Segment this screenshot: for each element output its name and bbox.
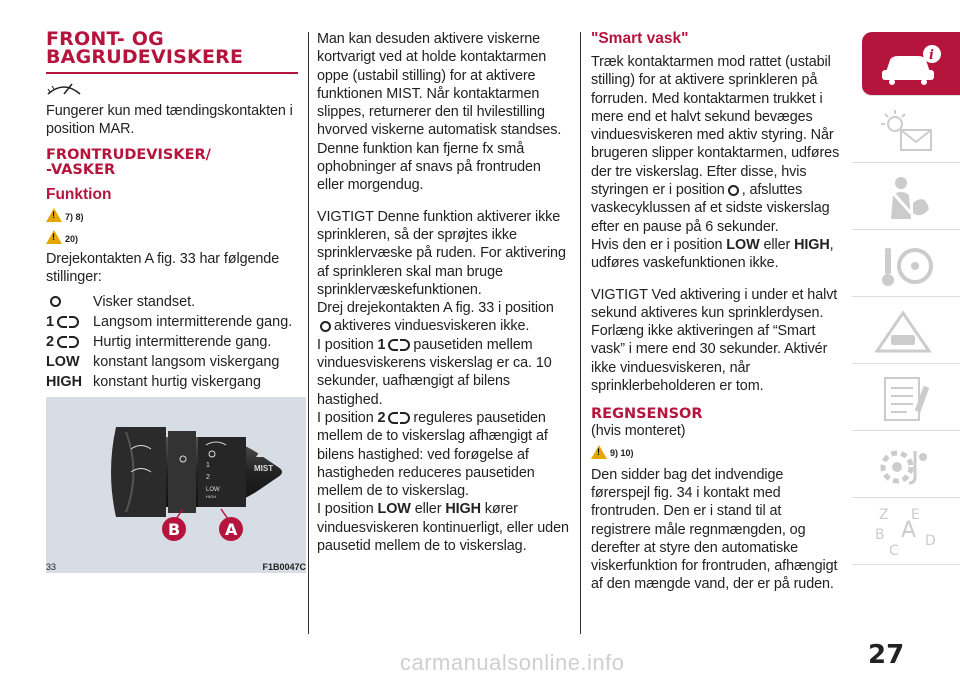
- chapter-tab-starting-driving[interactable]: [852, 233, 960, 297]
- funktion-heading: Funktion: [46, 186, 112, 204]
- warning-ref-2: ! 20): [46, 226, 298, 248]
- list-item: HIGH konstant hurtig viskergang: [46, 373, 261, 390]
- svg-text:E: E: [911, 506, 920, 523]
- svg-text:LOW: LOW: [206, 487, 220, 493]
- paragraph-position-low-high: I position LOW eller HIGH kører vinduesviskeren kontinuerligt, eller uden pausetid mellem de to viskerslag.: [317, 501, 569, 555]
- svg-text:Z: Z: [879, 506, 889, 523]
- warning-ref-1: ! 7) 8): [46, 204, 298, 226]
- svg-text:1: 1: [206, 462, 210, 469]
- watermark: carmanualsonline.info: [400, 650, 625, 675]
- chapter-sidebar: [852, 32, 960, 568]
- chapter-tab-technical-data[interactable]: [852, 434, 960, 498]
- svg-text:B: B: [875, 526, 885, 543]
- emergency-icon: [871, 307, 941, 357]
- chapter-tab-car-info[interactable]: [862, 32, 960, 96]
- paragraph-smart-wash: Træk kontaktarmen mod rattet (ustabil stilling) for at aktivere sprinkleren på forruden. Med kontaktarmen trukket i mere end et halvt sekund bevæges vinduesviskeren med aktiv styring. Når brugeren slipper kontaktarmen, udføres der tre viskerslag. Efter disse, hvis styringen er i position , afsluttes vaskecyklussen af et sidste viskerslag efter en pause på 6 sekunder.: [591, 54, 840, 235]
- intermittent-icon: [388, 412, 410, 424]
- wiper-pictogram-icon: [46, 80, 298, 96]
- list-item: LOW konstant langsom viskergang: [46, 353, 280, 370]
- paragraph-mist: Man kan desuden aktivere viskerne kortvarigt ved at holde kontaktarmen oppe (ustabil stilling) for at aktivere funktionen MIST. Når kontaktarmen slippes, returnerer den til hvilestilling hvorved viskerne automatisk standses. Denne funktion kan fjerne fx små ophobninger af snavs på frontruden eller morgendug.: [317, 31, 562, 194]
- section-title-line-2: BAGRUDEVISKERE: [46, 46, 244, 68]
- safety-icon: [871, 173, 941, 223]
- caution-icon: [46, 230, 62, 244]
- chapter-tab-safety[interactable]: [852, 166, 960, 230]
- paragraph-position-2: I position 2 reguleres pausetiden mellem de to viskerslag afhængigt af bilens hastighed: ved forøgelse af hastigheden reduceres pausetiden mellem de to viskerslag.: [317, 409, 548, 500]
- section-title-line-1: FRONT- OG: [46, 28, 164, 50]
- paragraph-position-1: I position 1 pausetiden mellem vinduesviskerens viskerslag er ca. 10 sekunder, uafhængigt af bilens hastighed.: [317, 336, 552, 408]
- subsection-title-line-2: -VASKER: [46, 162, 116, 179]
- svg-text:B: B: [168, 520, 181, 539]
- warning-lights-icon: [871, 106, 941, 156]
- car-info-icon: [876, 42, 946, 86]
- positions-intro: Drejekontakten A fig. 33 har følgende stillinger:: [46, 251, 280, 286]
- intermittent-icon: [57, 336, 79, 348]
- paragraph-rain-sensor: Den sidder bag det indvendige førerspejl fig. 34 i kontakt med frontruden. Den er i stand til at registrere måle regnmængden, og derefter at styre den automatiske viskerfunktion for frontruden, afhængigt af den mængde vand, der er på ruden.: [591, 466, 838, 593]
- list-item: 2 Hurtig intermitterende gang.: [46, 333, 272, 350]
- column-divider: [580, 32, 581, 634]
- warning-icon: [46, 208, 62, 222]
- svg-text:2: 2: [206, 474, 210, 481]
- warning-icon: [591, 445, 607, 459]
- multimedia-icon: [871, 503, 941, 563]
- column-1: [46, 30, 298, 392]
- warning-ref: ! 9) 10): [591, 441, 841, 463]
- svg-text:MIST: MIST: [254, 464, 274, 473]
- title-rule: [46, 72, 298, 74]
- intermittent-icon: [388, 339, 410, 351]
- chapter-tab-maintenance[interactable]: [852, 367, 960, 431]
- svg-text:HIGH: HIGH: [206, 494, 216, 499]
- chapter-tab-warning-lights[interactable]: [852, 99, 960, 163]
- paragraph-important: VIGTIGT Denne funktion aktiverer ikke sprinkleren, så der sprøjtes ikke sprinklervæske på ruden. For aktivering af sprinkleren skal man bruge sprinklervæskefunktionen.: [317, 208, 566, 298]
- chapter-tab-emergency[interactable]: [852, 300, 960, 364]
- column-2: [317, 30, 570, 555]
- svg-text:D: D: [925, 532, 936, 549]
- rain-sensor-subtitle: (hvis monteret): [591, 423, 686, 440]
- off-position-icon: [320, 321, 331, 332]
- maintenance-icon: [871, 374, 941, 424]
- list-item: 1 Langsom intermitterende gang.: [46, 313, 293, 330]
- svg-text:A: A: [225, 520, 238, 539]
- off-position-icon: [50, 296, 61, 307]
- paragraph-low-high: Hvis den er i position LOW eller HIGH, udføres vaskefunktionen ikke.: [591, 236, 834, 272]
- intro-text: Fungerer kun med tændingskontakten i position MAR.: [46, 102, 293, 137]
- figure-33-wiper-stalk: [46, 397, 306, 573]
- rain-sensor-heading: REGNSENSOR: [591, 406, 703, 423]
- svg-text:C: C: [889, 542, 899, 559]
- subsection-title-line-1: FRONTRUDEVISKER/: [46, 147, 211, 164]
- paragraph-position-off: Drej drejekontakten A fig. 33 i position aktiveres vinduesviskeren ikke.: [317, 300, 554, 335]
- starting-driving-icon: [871, 240, 941, 290]
- technical-data-icon: [871, 441, 941, 491]
- intermittent-icon: [57, 316, 79, 328]
- chapter-tab-multimedia[interactable]: [852, 501, 960, 565]
- column-3: [591, 30, 841, 594]
- column-divider: [308, 32, 309, 634]
- svg-text:A: A: [901, 517, 917, 543]
- smart-wash-heading: "Smart vask": [591, 30, 689, 47]
- page-number: 27: [868, 640, 905, 670]
- paragraph-important: VIGTIGT Ved aktivering i under et halvt sekund aktiveres kun sprinklerdysen. Forlæng ikke aktiveringen af “Smart vask” i mere end 30 sekunder. Aktivér ikke vinduesviskeren, når sprinklerbeholderen er tom.: [591, 286, 838, 395]
- list-item: Visker standset.: [46, 292, 298, 312]
- svg-text:i: i: [929, 47, 934, 63]
- figure-caption: 33 F1B0047C: [46, 562, 306, 572]
- off-position-icon: [728, 185, 739, 196]
